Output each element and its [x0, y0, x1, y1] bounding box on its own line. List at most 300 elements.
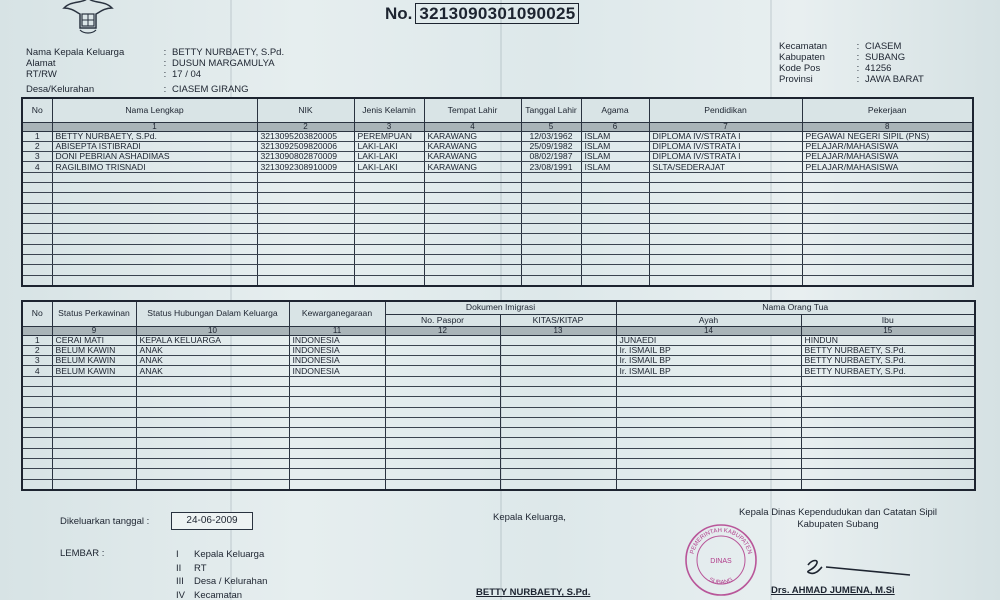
- table-cell: [22, 244, 52, 254]
- table-cell: [52, 224, 257, 234]
- table-cell: [802, 224, 973, 234]
- table-cell: Ir. ISMAIL BP: [616, 345, 801, 355]
- table-cell: [385, 417, 500, 427]
- col-header: Status Hubungan Dalam Keluarga: [136, 301, 289, 326]
- table-cell: [257, 213, 354, 223]
- table-cell: [802, 234, 973, 244]
- table-cell: [500, 417, 616, 427]
- table-row: [22, 255, 973, 265]
- table-cell: [52, 255, 257, 265]
- head-row: Nama Kepala Keluarga : BETTY NURBAETY, S.Pd.: [26, 47, 285, 58]
- table-cell: [581, 224, 649, 234]
- table-cell: [257, 275, 354, 286]
- table-cell: [52, 479, 136, 490]
- table-cell: ANAK: [136, 356, 289, 366]
- table-cell: [289, 428, 385, 438]
- table-cell: [354, 275, 424, 286]
- table-cell: [521, 182, 581, 192]
- col-header: No: [22, 301, 52, 326]
- table-row: [22, 234, 973, 244]
- table-cell: [500, 386, 616, 396]
- table-cell: [385, 459, 500, 469]
- stamp-text-mid: DINAS: [710, 558, 732, 565]
- table-row: [22, 407, 975, 417]
- table-cell: KARAWANG: [424, 131, 521, 141]
- table-cell: [500, 356, 616, 366]
- lembar-item: [176, 575, 267, 589]
- table-cell: CERAI MATI: [52, 335, 136, 345]
- head-row: Desa/Kelurahan : CIASEM GIRANG: [26, 84, 249, 95]
- table-cell: PEREMPUAN: [354, 131, 424, 141]
- table-cell: [581, 172, 649, 182]
- table-cell: [136, 407, 289, 417]
- table-cell: [649, 193, 802, 203]
- table-cell: [22, 172, 52, 182]
- col-number: 2: [257, 122, 354, 131]
- table-cell: [424, 275, 521, 286]
- table-row: [22, 335, 975, 345]
- lembar-text: Kepala Keluarga: [194, 549, 265, 560]
- table-cell: BELUM KAWIN: [52, 356, 136, 366]
- table-cell: [616, 438, 801, 448]
- table-cell: KARAWANG: [424, 141, 521, 151]
- table-cell: [649, 213, 802, 223]
- table-row: [22, 141, 973, 151]
- table-cell: [521, 275, 581, 286]
- table-cell: 23/08/1991: [521, 162, 581, 172]
- table-cell: [424, 193, 521, 203]
- head-value: 41256: [865, 63, 892, 74]
- head-row: Kode Pos : 41256: [779, 63, 892, 74]
- head-label: Alamat: [26, 58, 56, 69]
- table-cell: [136, 376, 289, 386]
- official-stamp: [683, 522, 759, 598]
- table-cell: [22, 203, 52, 213]
- table-cell: Ir. ISMAIL BP: [616, 366, 801, 376]
- table-cell: [385, 479, 500, 490]
- family-members-table: [21, 97, 974, 287]
- table-cell: [581, 213, 649, 223]
- kk-number-value: 3213090301090025: [415, 3, 579, 24]
- table-cell: [22, 448, 52, 458]
- table-cell: [616, 428, 801, 438]
- table-cell: [22, 265, 52, 275]
- table-cell: [22, 213, 52, 223]
- col-header: Pendidikan: [649, 98, 802, 122]
- table-cell: [22, 234, 52, 244]
- kepala-keluarga-label: Kepala Keluarga,: [493, 512, 566, 523]
- table-cell: [424, 244, 521, 254]
- col-header: Kewarganegaraan: [289, 301, 385, 326]
- col-number: 10: [136, 326, 289, 335]
- table-cell: [802, 213, 973, 223]
- table-cell: [354, 224, 424, 234]
- table-row: [22, 162, 973, 172]
- table-cell: 3213090802870009: [257, 152, 354, 162]
- head-value: CIASEM: [865, 41, 902, 52]
- table-cell: [354, 244, 424, 254]
- table-cell: [52, 397, 136, 407]
- table-cell: [802, 182, 973, 192]
- table-cell: [649, 203, 802, 213]
- table-cell: [52, 265, 257, 275]
- col-number: [22, 326, 52, 335]
- col-number: 14: [616, 326, 801, 335]
- table-row: [22, 345, 975, 355]
- table-cell: [801, 397, 975, 407]
- table-cell: [385, 335, 500, 345]
- col-number: 9: [52, 326, 136, 335]
- table-cell: [22, 376, 52, 386]
- table-row: [22, 376, 975, 386]
- table-cell: [52, 172, 257, 182]
- col-number: 1: [52, 122, 257, 131]
- table-cell: RAGILBIMO TRISNADI: [52, 162, 257, 172]
- table-row: [22, 469, 975, 479]
- table-cell: 12/03/1962: [521, 131, 581, 141]
- table-row: [22, 203, 973, 213]
- lembar-text: Desa / Kelurahan: [194, 576, 268, 587]
- table-cell: [581, 182, 649, 192]
- table-cell: BETTY NURBAETY, S.Pd.: [801, 356, 975, 366]
- table-cell: ISLAM: [581, 131, 649, 141]
- table-cell: [136, 428, 289, 438]
- table-cell: [52, 428, 136, 438]
- table-cell: [354, 193, 424, 203]
- table-cell: [649, 182, 802, 192]
- table-cell: [52, 386, 136, 396]
- col-number: 11: [289, 326, 385, 335]
- table-cell: 08/02/1987: [521, 152, 581, 162]
- table-cell: [500, 407, 616, 417]
- table-cell: 1: [22, 131, 52, 141]
- table-cell: [257, 182, 354, 192]
- table-cell: [801, 469, 975, 479]
- table-cell: [52, 376, 136, 386]
- table-cell: [801, 407, 975, 417]
- table-cell: [289, 448, 385, 458]
- lembar-label: LEMBAR :: [60, 548, 105, 559]
- head-info-right: [779, 41, 924, 85]
- table-cell: 2: [22, 345, 52, 355]
- lembar-roman: I: [176, 549, 179, 560]
- table-cell: [385, 448, 500, 458]
- table-cell: [22, 469, 52, 479]
- table-cell: [801, 479, 975, 490]
- table-cell: [424, 234, 521, 244]
- table-row: [22, 356, 975, 366]
- table-cell: KARAWANG: [424, 152, 521, 162]
- col-number: 7: [649, 122, 802, 131]
- table-cell: [136, 386, 289, 396]
- table-cell: ISLAM: [581, 152, 649, 162]
- table-cell: 3213095203820005: [257, 131, 354, 141]
- table-cell: [649, 234, 802, 244]
- signature-icon: [790, 545, 940, 585]
- col-header: Pekerjaan: [802, 98, 973, 122]
- table-cell: [801, 448, 975, 458]
- table-cell: INDONESIA: [289, 345, 385, 355]
- table-cell: [289, 376, 385, 386]
- table-cell: BETTY NURBAETY, S.Pd.: [801, 366, 975, 376]
- head-row: Kecamatan : CIASEM: [779, 41, 902, 52]
- kk-number-label: No.: [385, 4, 413, 23]
- col-header: Dokumen Imigrasi: [385, 301, 616, 314]
- table-cell: [581, 244, 649, 254]
- table-cell: [424, 255, 521, 265]
- table-cell: [52, 193, 257, 203]
- table-row: [22, 366, 975, 376]
- table-cell: ISLAM: [581, 141, 649, 151]
- table-cell: [801, 386, 975, 396]
- table-cell: BELUM KAWIN: [52, 345, 136, 355]
- table-row: [22, 275, 973, 286]
- table-cell: 3: [22, 152, 52, 162]
- table-cell: [802, 255, 973, 265]
- table-cell: [385, 376, 500, 386]
- table-cell: LAKI-LAKI: [354, 162, 424, 172]
- table-cell: [289, 469, 385, 479]
- table-cell: [521, 224, 581, 234]
- lembar-text: Kecamatan: [194, 589, 243, 600]
- table-row: [22, 172, 973, 182]
- lembar-roman: III: [176, 576, 184, 587]
- table-cell: PELAJAR/MAHASISWA: [802, 152, 973, 162]
- table-cell: [521, 172, 581, 182]
- table-cell: [136, 448, 289, 458]
- table-cell: [257, 234, 354, 244]
- table-row: [22, 417, 975, 427]
- lembar-text: RT: [194, 562, 207, 574]
- head-row: Provinsi : JAWA BARAT: [779, 74, 924, 85]
- table-cell: [22, 417, 52, 427]
- table-cell: JUNAEDI: [616, 335, 801, 345]
- table-cell: [802, 265, 973, 275]
- table-cell: 2: [22, 141, 52, 151]
- table-cell: [22, 386, 52, 396]
- issued-date: 24-06-2009: [171, 512, 253, 530]
- table-cell: [581, 234, 649, 244]
- col-header: Nama Lengkap: [52, 98, 257, 122]
- table-cell: LAKI-LAKI: [354, 141, 424, 151]
- table-cell: [289, 397, 385, 407]
- table-cell: [521, 255, 581, 265]
- col-subheader: KITAS/KITAP: [500, 314, 616, 326]
- table-cell: [802, 193, 973, 203]
- table-cell: [289, 407, 385, 417]
- table-cell: [500, 397, 616, 407]
- table-cell: 25/09/1982: [521, 141, 581, 151]
- table-cell: [500, 448, 616, 458]
- table-cell: [616, 376, 801, 386]
- table-cell: [424, 182, 521, 192]
- table-cell: [52, 275, 257, 286]
- table-cell: [52, 448, 136, 458]
- table-cell: [616, 407, 801, 417]
- col-number: 13: [500, 326, 616, 335]
- table-cell: [257, 265, 354, 275]
- table-cell: [500, 376, 616, 386]
- table-cell: [649, 224, 802, 234]
- table-cell: [52, 407, 136, 417]
- table-cell: [52, 244, 257, 254]
- head-row: Kabupaten : SUBANG: [779, 52, 906, 63]
- table-cell: 4: [22, 366, 52, 376]
- table-cell: [521, 234, 581, 244]
- table-cell: [616, 417, 801, 427]
- table-cell: [354, 203, 424, 213]
- table-cell: [385, 407, 500, 417]
- table-cell: [22, 438, 52, 448]
- table-cell: [22, 407, 52, 417]
- head-label: Desa/Kelurahan: [26, 84, 95, 95]
- table-cell: Ir. ISMAIL BP: [616, 356, 801, 366]
- table-cell: [52, 459, 136, 469]
- table-cell: [354, 265, 424, 275]
- table-cell: 1: [22, 335, 52, 345]
- table-cell: [257, 224, 354, 234]
- table-row: [22, 428, 975, 438]
- col-header: Jenis Kelamin: [354, 98, 424, 122]
- head-label: Nama Kepala Keluarga: [26, 47, 125, 58]
- table-cell: [136, 417, 289, 427]
- head-info-left: [26, 47, 284, 95]
- head-label: Kode Pos: [779, 63, 821, 74]
- table-cell: [500, 335, 616, 345]
- table-row: [22, 479, 975, 490]
- table-cell: [581, 203, 649, 213]
- table-cell: 4: [22, 162, 52, 172]
- table-cell: [136, 397, 289, 407]
- head-label: Kabupaten: [779, 52, 825, 63]
- table-cell: PEGAWAI NEGERI SIPIL (PNS): [802, 131, 973, 141]
- kepala-keluarga-name: BETTY NURBAETY, S.Pd.: [476, 587, 591, 598]
- lembar-list: [176, 548, 267, 600]
- table-cell: [289, 459, 385, 469]
- table-cell: [257, 193, 354, 203]
- table-cell: [521, 265, 581, 275]
- official-name: Drs. AHMAD JUMENA, M.Si: [771, 585, 895, 596]
- col-number: 12: [385, 326, 500, 335]
- table-cell: [521, 203, 581, 213]
- lembar-item: [176, 548, 267, 562]
- table-row: [22, 438, 975, 448]
- table-cell: LAKI-LAKI: [354, 152, 424, 162]
- table-cell: [649, 244, 802, 254]
- head-label: Kecamatan: [779, 41, 828, 52]
- table-cell: [616, 448, 801, 458]
- col-number: 3: [354, 122, 424, 131]
- table-cell: [354, 213, 424, 223]
- col-number: 8: [802, 122, 973, 131]
- table-cell: [616, 459, 801, 469]
- table-cell: [424, 213, 521, 223]
- table-cell: INDONESIA: [289, 335, 385, 345]
- table-cell: [354, 172, 424, 182]
- col-header: Tanggal Lahir: [521, 98, 581, 122]
- table-cell: [22, 459, 52, 469]
- table-cell: [22, 193, 52, 203]
- table-cell: [649, 255, 802, 265]
- table-row: [22, 224, 973, 234]
- col-number: 4: [424, 122, 521, 131]
- table-row: [22, 213, 973, 223]
- col-header: Agama: [581, 98, 649, 122]
- table-cell: [802, 172, 973, 182]
- table-cell: INDONESIA: [289, 366, 385, 376]
- table-cell: ANAK: [136, 366, 289, 376]
- col-subheader: No. Paspor: [385, 314, 500, 326]
- table-cell: [424, 224, 521, 234]
- table-cell: [521, 213, 581, 223]
- table-row: [22, 244, 973, 254]
- table-row: [22, 131, 973, 141]
- table-row: [22, 152, 973, 162]
- garuda-emblem-icon: [62, 0, 114, 38]
- col-subheader: Ibu: [801, 314, 975, 326]
- table-cell: [136, 459, 289, 469]
- head-value: BETTY NURBAETY, S.Pd.: [172, 47, 285, 58]
- table-row: [22, 397, 975, 407]
- lembar-item: [176, 562, 267, 576]
- table-cell: [257, 255, 354, 265]
- table-cell: [385, 366, 500, 376]
- table-cell: BELUM KAWIN: [52, 366, 136, 376]
- table-cell: [801, 428, 975, 438]
- table-cell: DIPLOMA IV/STRATA I: [649, 131, 802, 141]
- table-cell: [22, 224, 52, 234]
- head-label: RT/RW: [26, 69, 57, 80]
- head-row: RT/RW : 17 / 04: [26, 69, 202, 80]
- lembar-roman: IV: [176, 589, 185, 600]
- head-value: CIASEM GIRANG: [172, 84, 249, 95]
- col-subheader: Ayah: [616, 314, 801, 326]
- head-value: 17 / 04: [172, 69, 202, 80]
- table-cell: [385, 386, 500, 396]
- table-cell: [52, 213, 257, 223]
- table-cell: [616, 479, 801, 490]
- table-cell: INDONESIA: [289, 356, 385, 366]
- table-cell: 3213092308910009: [257, 162, 354, 172]
- table-row: [22, 448, 975, 458]
- table-cell: [649, 275, 802, 286]
- table-cell: [500, 459, 616, 469]
- column-number-row: [22, 122, 973, 131]
- table-cell: [424, 172, 521, 182]
- table-cell: [385, 397, 500, 407]
- dinas-line: Kabupaten Subang: [797, 519, 879, 530]
- table-cell: [385, 345, 500, 355]
- stamp-text-bottom: SUBANG: [707, 577, 735, 587]
- table-cell: [500, 428, 616, 438]
- table-cell: [22, 479, 52, 490]
- col-number: 6: [581, 122, 649, 131]
- table-cell: [22, 182, 52, 192]
- table-cell: [649, 265, 802, 275]
- table-row: [22, 193, 973, 203]
- table-cell: [500, 469, 616, 479]
- table-cell: [616, 469, 801, 479]
- table-cell: [52, 417, 136, 427]
- table-cell: [52, 234, 257, 244]
- table-cell: DONI PEBRIAN ASHADIMAS: [52, 152, 257, 162]
- table-row: [22, 386, 975, 396]
- col-header: No: [22, 98, 52, 122]
- col-number: 15: [801, 326, 975, 335]
- head-value: SUBANG: [865, 52, 906, 63]
- table-cell: [289, 479, 385, 490]
- issued-label: Dikeluarkan tanggal :: [60, 516, 150, 527]
